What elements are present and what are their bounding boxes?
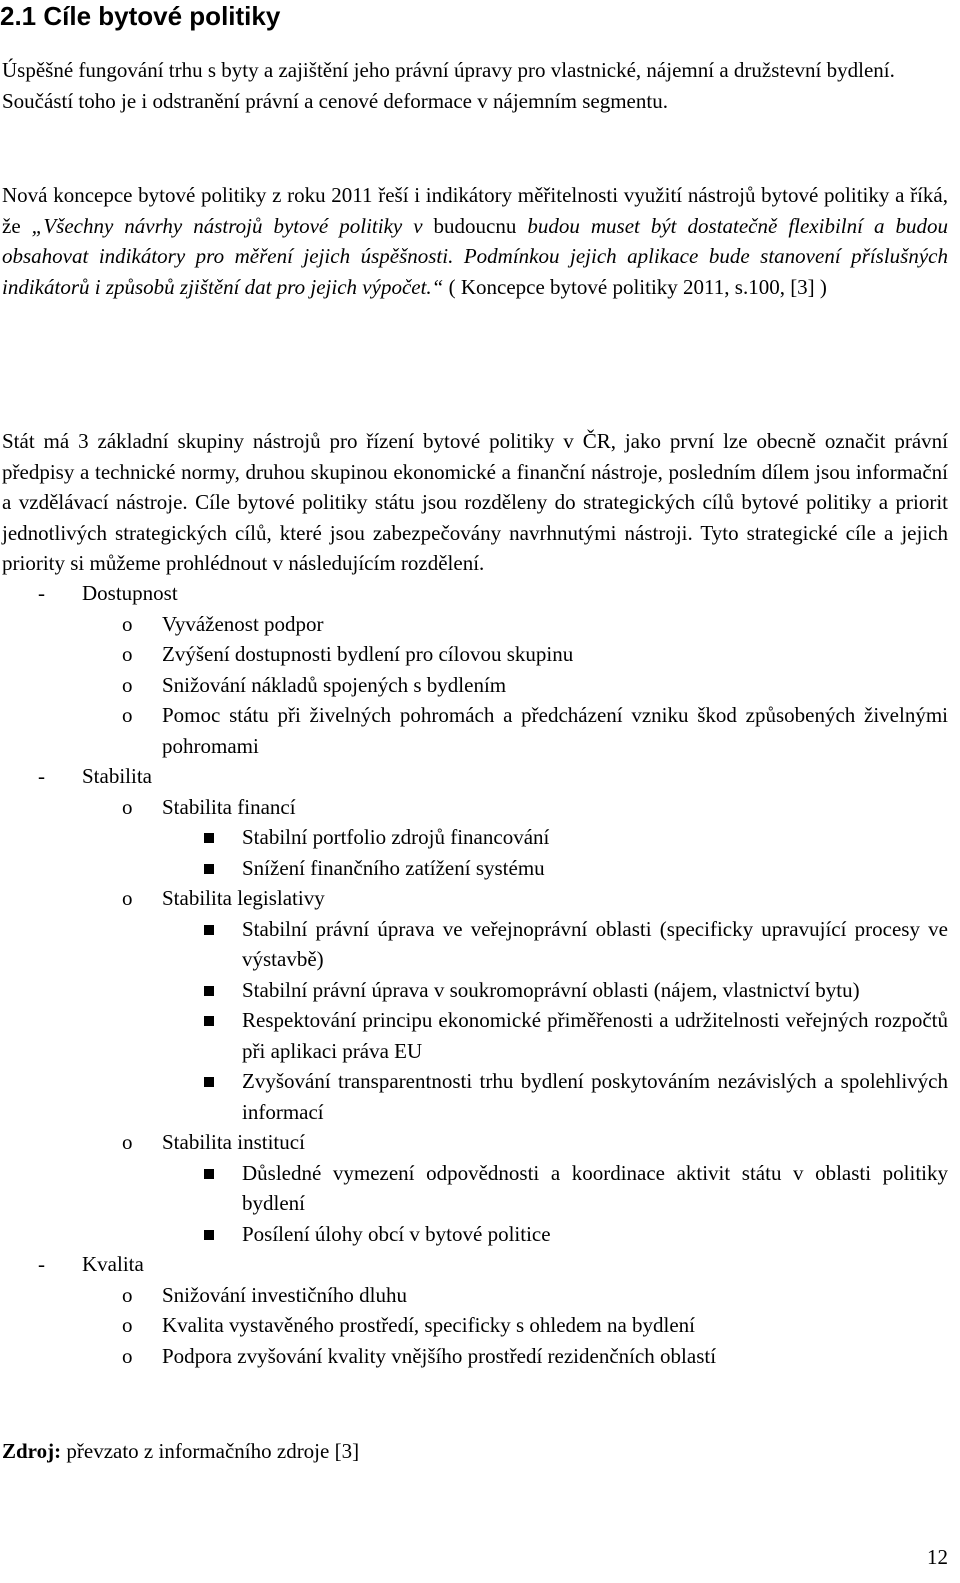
intro-paragraph: Úspěšné fungování trhu s byty a zajištění jeho právní úpravy pro vlastnické, nájemní a družstevní bydlení. Součástí toho je i odstranění právní a cenové deformace v nájemním segmentu.	[2, 58, 895, 113]
priority-label: Stabilita institucí	[162, 1130, 305, 1154]
goal-item	[0, 1249, 960, 1280]
priority-item	[0, 1280, 960, 1311]
square-bullet-icon	[204, 833, 214, 843]
square-bullet-icon	[204, 1169, 214, 1179]
priority-item	[0, 792, 960, 823]
circle-marker: o	[122, 1130, 133, 1154]
sub-priority-label: Respektování principu ekonomické přiměřenosti a udržitelnosti veřejných rozpočtů při aplikaci práva EU	[242, 1008, 948, 1063]
priority-label: Stabilita financí	[162, 794, 296, 819]
priority-item	[0, 1127, 960, 1158]
source-text: převzato z informačního zdroje [3]	[61, 1439, 360, 1463]
sub-priority-label: Stabilní portfolio zdrojů financování	[242, 825, 550, 849]
goal-label: Stabilita	[82, 764, 152, 788]
sub-priority-item	[0, 1219, 960, 1250]
sub-priority-item	[0, 822, 960, 853]
sub-priority-label: Stabilní právní úprava ve veřejnoprávní oblasti (specificky upravující procesy ve výstavbě)	[242, 916, 948, 971]
priority-item	[0, 1310, 960, 1341]
priority-item	[0, 609, 960, 640]
circle-marker: o	[122, 642, 133, 666]
square-bullet-icon	[204, 1016, 214, 1026]
goal-label: Dostupnost	[82, 581, 178, 605]
circle-marker: o	[122, 1343, 133, 1368]
concept-quote-end: budou muset být dostatečně flexibilní a budou obsahovat indikátory pro měření jejich úspěšnosti. Podmínkou jejich aplikace bude stanovení příslušných indikátorů i způsobů zjištění dat pro jejich výpočet.“	[2, 213, 948, 299]
circle-marker: o	[122, 611, 133, 636]
circle-marker: o	[122, 1313, 133, 1337]
circle-marker: o	[122, 703, 133, 727]
source-note	[2, 1436, 359, 1466]
dash-marker: -	[38, 1252, 45, 1276]
sub-priority-label: Posílení úlohy obcí v bytové politice	[242, 1221, 551, 1246]
concept-quote-start: „Všechny návrhy nástrojů bytové politiky v	[31, 213, 423, 238]
square-bullet-icon	[204, 1230, 214, 1240]
page-number: 12	[927, 1545, 948, 1569]
sub-priority-item	[0, 975, 960, 1006]
priority-label: Pomoc státu při živelných pohromách a předcházení vzniku škod způsobených živelnými pohromami	[162, 703, 948, 758]
concept-citation: ( Koncepce bytové politiky 2011, s.100, [3] )	[443, 274, 827, 299]
concept-mid: budoucnu	[422, 213, 528, 238]
circle-marker: o	[122, 672, 133, 697]
dash-marker: -	[38, 581, 45, 605]
sub-priority-item	[0, 1005, 960, 1066]
priority-label: Zvýšení dostupnosti bydlení pro cílovou skupinu	[162, 642, 574, 666]
sub-priority-label: Stabilní právní úprava v soukromoprávní oblasti (nájem, vlastnictví bytu)	[242, 977, 860, 1002]
priority-item	[0, 1341, 960, 1372]
sub-priority-item	[0, 853, 960, 884]
square-bullet-icon	[204, 925, 214, 935]
priority-label: Kvalita vystavěného prostředí, specificky s ohledem na bydlení	[162, 1313, 696, 1337]
priority-label: Stabilita legislativy	[162, 886, 325, 910]
square-bullet-icon	[204, 1077, 214, 1087]
source-label: Zdroj:	[2, 1439, 62, 1463]
square-bullet-icon	[204, 864, 214, 874]
goals-list	[0, 578, 960, 1371]
goal-label: Kvalita	[82, 1252, 144, 1276]
goal-item	[0, 761, 960, 792]
sub-priority-item	[0, 1066, 960, 1127]
circle-marker: o	[122, 886, 133, 910]
sub-priority-label: Snížení finančního zatížení systému	[242, 855, 545, 880]
priority-label: Vyváženost podpor	[162, 611, 324, 636]
priority-item	[0, 639, 960, 670]
sub-priority-label: Důsledné vymezení odpovědnosti a koordinace aktivit státu v oblasti politiky bydlení	[242, 1160, 948, 1215]
goal-item	[0, 578, 960, 609]
priority-item	[0, 883, 960, 914]
sub-priority-item	[0, 1158, 960, 1219]
circle-marker: o	[122, 794, 133, 819]
sub-priority-item	[0, 914, 960, 975]
circle-marker: o	[122, 1282, 133, 1307]
dash-marker: -	[38, 764, 45, 788]
priority-item	[0, 700, 960, 761]
tools-paragraph: Stát má 3 základní skupiny nástrojů pro řízení bytové politiky v ČR, jako první lze obecně označit právní předpisy a technické normy, druhou skupinou ekonomické a finanční nástroje, posledním dílem jsou informační a vzdělávací nástroje. Cíle bytové politiky státu jsou rozděleny do strategických cílů bytové politiky a priorit jednotlivých strategických cílů, které jsou zabezpečovány navrhnutými nástroji. Tyto strategické cíle a jejich priority si můžeme prohlédnout v následujícím rozdělení.	[2, 429, 948, 575]
priority-item	[0, 670, 960, 701]
concept-lead: Nová koncepce bytové politiky z roku 2011 řeší i indikátory měřitelnosti využití nástrojů bytové politiky a říká, že	[2, 183, 948, 238]
sub-priority-label: Zvyšování transparentnosti trhu bydlení poskytováním nezávislých a spolehlivých informací	[242, 1069, 948, 1124]
priority-label: Snižování nákladů spojených s bydlením	[162, 672, 507, 697]
priority-label: Podpora zvyšování kvality vnějšího prostředí rezidenčních oblastí	[162, 1343, 717, 1368]
concept-paragraph	[2, 180, 948, 302]
section-heading: 2.1 Cíle bytové politiky	[0, 1, 281, 31]
priority-label: Snižování investičního dluhu	[162, 1282, 407, 1307]
square-bullet-icon	[204, 986, 214, 996]
